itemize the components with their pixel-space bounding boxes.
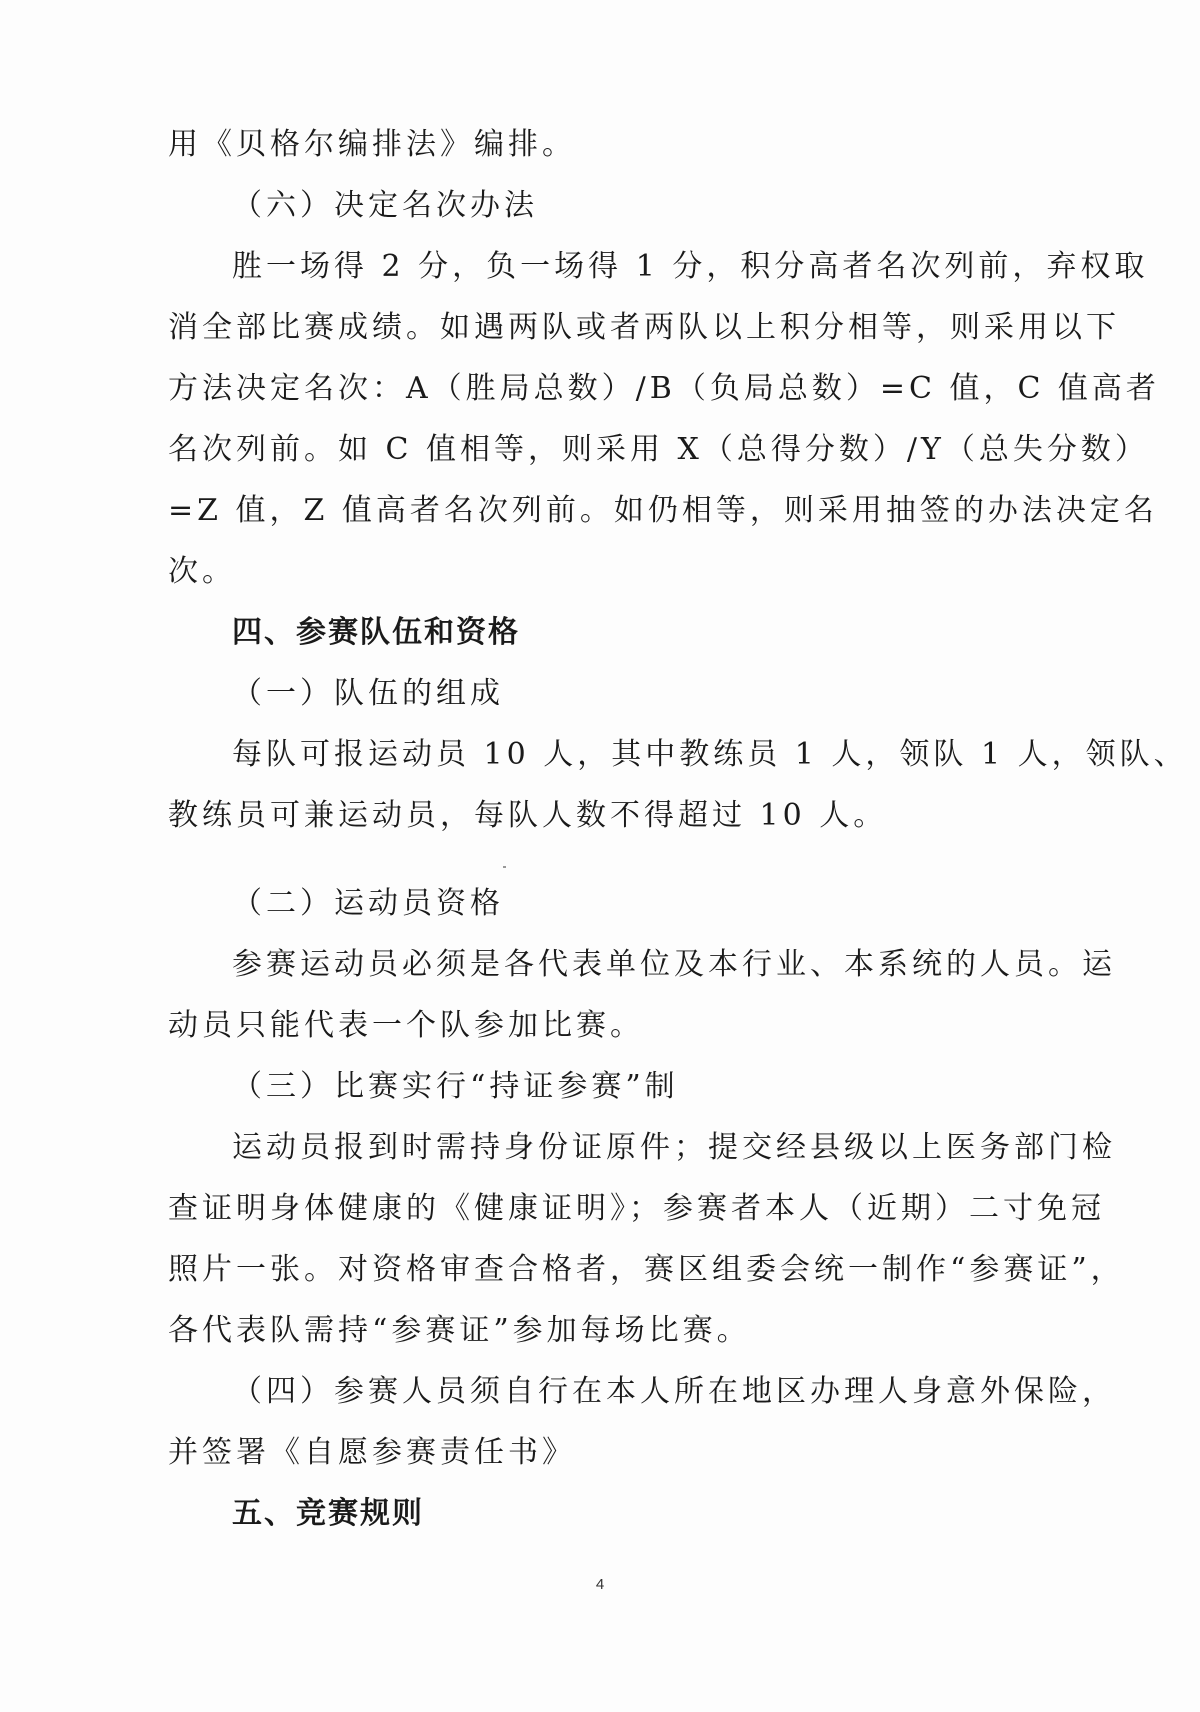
- text-line: 方法决定名次：A（胜局总数）/B（负局总数）=C 值，C 值高者: [168, 371, 1160, 406]
- text-line: =Z 值，Z 值高者名次列前。如仍相等，则采用抽签的办法决定名: [168, 493, 1158, 528]
- scan-speck: [503, 866, 506, 868]
- text-line: 消全部比赛成绩。如遇两队或者两队以上积分相等，则采用以下: [168, 310, 1120, 345]
- text-line: 照片一张。对资格审查合格者，赛区组委会统一制作“参赛证”，: [168, 1252, 1125, 1287]
- paragraph-line: 胜一场得 2 分，负一场得 1 分，积分高者名次列前，弃权取: [232, 249, 1149, 284]
- text-line: 并签署《自愿参赛责任书》: [168, 1435, 576, 1470]
- text-line: 次。: [168, 554, 236, 589]
- section-subheading: （六）决定名次办法: [232, 188, 538, 223]
- text-line: 用《贝格尔编排法》编排。: [168, 127, 576, 162]
- section-subheading: （四）参赛人员须自行在本人所在地区办理人身意外保险，: [232, 1374, 1116, 1409]
- text-line: 教练员可兼运动员，每队人数不得超过 10 人。: [168, 798, 888, 833]
- section-subheading: （二）运动员资格: [232, 886, 504, 921]
- text-line: 各代表队需持“参赛证”参加每场比赛。: [168, 1313, 751, 1348]
- paragraph-line: 每队可报运动员 10 人，其中教练员 1 人，领队 1 人，领队、: [232, 737, 1188, 772]
- page-number: 4: [595, 1576, 605, 1593]
- paragraph-line: 运动员报到时需持身份证原件；提交经县级以上医务部门检: [232, 1130, 1116, 1165]
- paragraph-line: 参赛运动员必须是各代表单位及本行业、本系统的人员。运: [232, 947, 1116, 982]
- text-line: 动员只能代表一个队参加比赛。: [168, 1008, 644, 1043]
- text-line: 名次列前。如 C 值相等，则采用 X（总得分数）/Y（总失分数）: [168, 432, 1149, 467]
- section-subheading: （三）比赛实行“持证参赛”制: [232, 1069, 679, 1104]
- text-line: 查证明身体健康的《健康证明》；参赛者本人（近期）二寸免冠: [168, 1191, 1105, 1226]
- section-subheading: （一）队伍的组成: [232, 676, 504, 711]
- section-heading: 四、参赛队伍和资格: [232, 615, 520, 650]
- section-heading: 五、竞赛规则: [232, 1496, 424, 1531]
